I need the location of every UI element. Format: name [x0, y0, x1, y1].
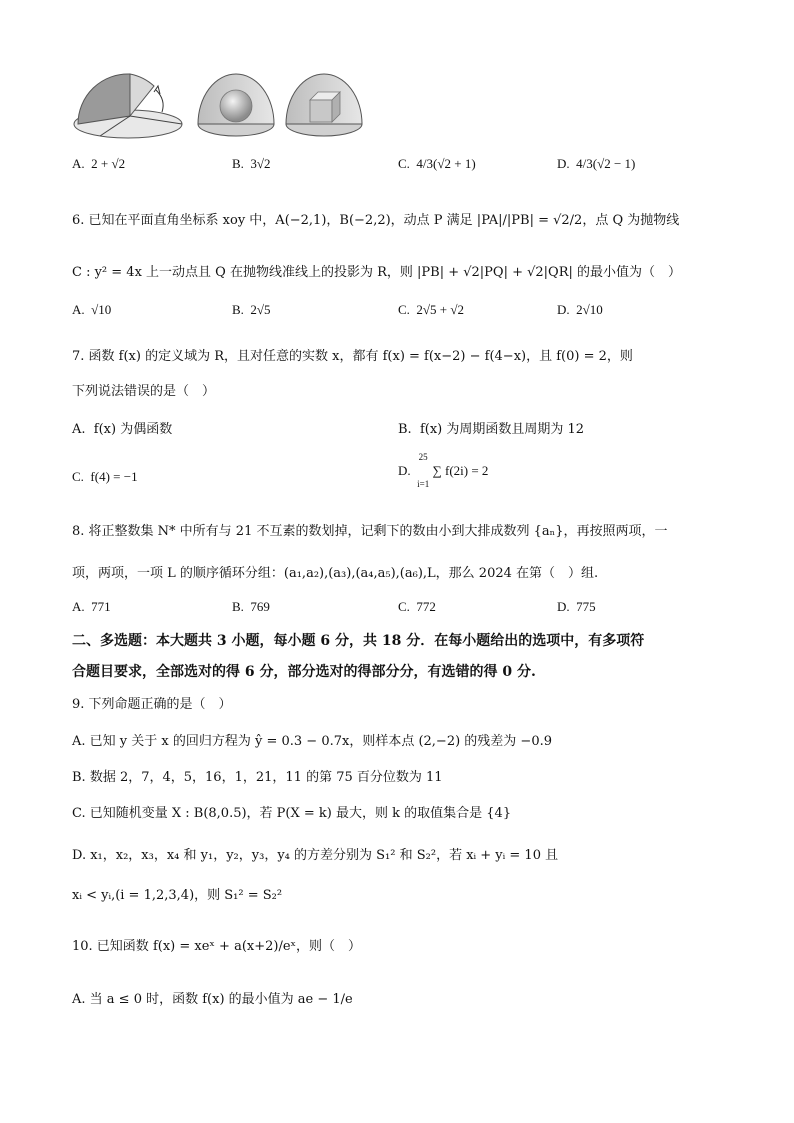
- q7-option-d[interactable]: D. 25 i=1 ∑ f(2i) = 2: [398, 452, 489, 489]
- q6-option-a[interactable]: A. √10: [72, 302, 112, 317]
- q9-option-b[interactable]: B. 数据 2，7，4，5，16，1，21，11 的第 75 百分位数为 11: [72, 770, 443, 785]
- hemisphere-with-cube-figure: [286, 74, 362, 136]
- q5-figures: [70, 66, 370, 146]
- q6-option-c[interactable]: C. 2√5 + √2: [398, 302, 465, 317]
- sum-lower-limit: i=1: [417, 479, 430, 489]
- q8-option-a[interactable]: A. 771: [72, 599, 111, 614]
- q9-option-c[interactable]: C. 已知随机变量 X : B(8,0.5)，若 P(X = k) 最大，则 k 的取值集合是 {4}: [72, 806, 512, 821]
- q5-option-b[interactable]: B. 3√2: [232, 156, 271, 171]
- q6-option-b[interactable]: B. 2√5: [232, 302, 271, 317]
- q5-option-a[interactable]: A. 2 + √2: [72, 156, 126, 171]
- q8-option-b[interactable]: B. 769: [232, 599, 270, 614]
- half-dome-figure: [74, 74, 182, 138]
- q10-stem: 10. 已知函数 f(x) = xeˣ + a(x+2)/eˣ，则（ ）: [72, 939, 362, 954]
- q6-stem-line1: 6. 已知在平面直角坐标系 xoy 中，A(−2,1)，B(−2,2)，动点 P 满足 |PA|/|PB| = √2/2，点 Q 为抛物线: [72, 213, 680, 228]
- q7-stem-line2: 下列说法错误的是（ ）: [72, 384, 216, 399]
- q9-stem: 9. 下列命题正确的是（ ）: [72, 697, 232, 712]
- hemisphere-with-sphere-figure: [198, 74, 274, 136]
- q8-option-c[interactable]: C. 772: [398, 599, 436, 614]
- section2-heading-line1: 二、多选题：本大题共 3 小题，每小题 6 分，共 18 分．在每小题给出的选项中，有多项符: [72, 633, 645, 649]
- q8-stem-line1: 8. 将正整数集 N* 中所有与 21 不互素的数划掉，记剩下的数由小到大排成数列 {aₙ}，再按照两项，一: [72, 524, 668, 539]
- q6-option-d[interactable]: D. 2√10: [557, 302, 603, 317]
- q5-option-c[interactable]: C. 4/3(√2 + 1): [398, 156, 476, 171]
- q5-option-d[interactable]: D. 4/3(√2 − 1): [557, 156, 636, 171]
- q9-option-d-line2: xᵢ < yᵢ,(i = 1,2,3,4)，则 S₁² = S₂²: [72, 888, 283, 903]
- section2-heading-line2: 合题目要求，全部选对的得 6 分，部分选对的得部分分，有选错的得 0 分.: [72, 664, 536, 680]
- q6-stem-line2: C : y² = 4x 上一动点且 Q 在抛物线准线上的投影为 R，则 |PB| + √2|PQ| + √2|QR| 的最小值为（ ）: [72, 265, 682, 280]
- q9-option-d-line1[interactable]: D. x₁，x₂，x₃，x₄ 和 y₁，y₂，y₃，y₄ 的方差分别为 S₁² 和 S₂²，若 xᵢ + yᵢ = 10 且: [72, 848, 559, 863]
- q8-option-d[interactable]: D. 775: [557, 599, 596, 614]
- q7-option-a[interactable]: A. f(x) 为偶函数: [72, 422, 173, 437]
- q8-stem-line2: 项，两项，一项 L 的顺序循环分组：(a₁,a₂),(a₃),(a₄,a₅),(a₆),L，那么 2024 在第（ ）组.: [72, 566, 599, 581]
- q7-option-b[interactable]: B. f(x) 为周期函数且周期为 12: [398, 422, 585, 437]
- q9-option-a[interactable]: A. 已知 y 关于 x 的回归方程为 ŷ = 0.3 − 0.7x，则样本点 (2,−2) 的残差为 −0.9: [72, 734, 553, 749]
- q7-option-c[interactable]: C. f(4) = −1: [72, 469, 138, 484]
- q10-option-a[interactable]: A. 当 a ≤ 0 时，函数 f(x) 的最小值为 ae − 1/e: [72, 992, 353, 1007]
- sum-upper-limit: 25: [418, 452, 428, 462]
- q7-stem-line1: 7. 函数 f(x) 的定义域为 R，且对任意的实数 x，都有 f(x) = f(x−2) − f(4−x)，且 f(0) = 2，则: [72, 349, 633, 364]
